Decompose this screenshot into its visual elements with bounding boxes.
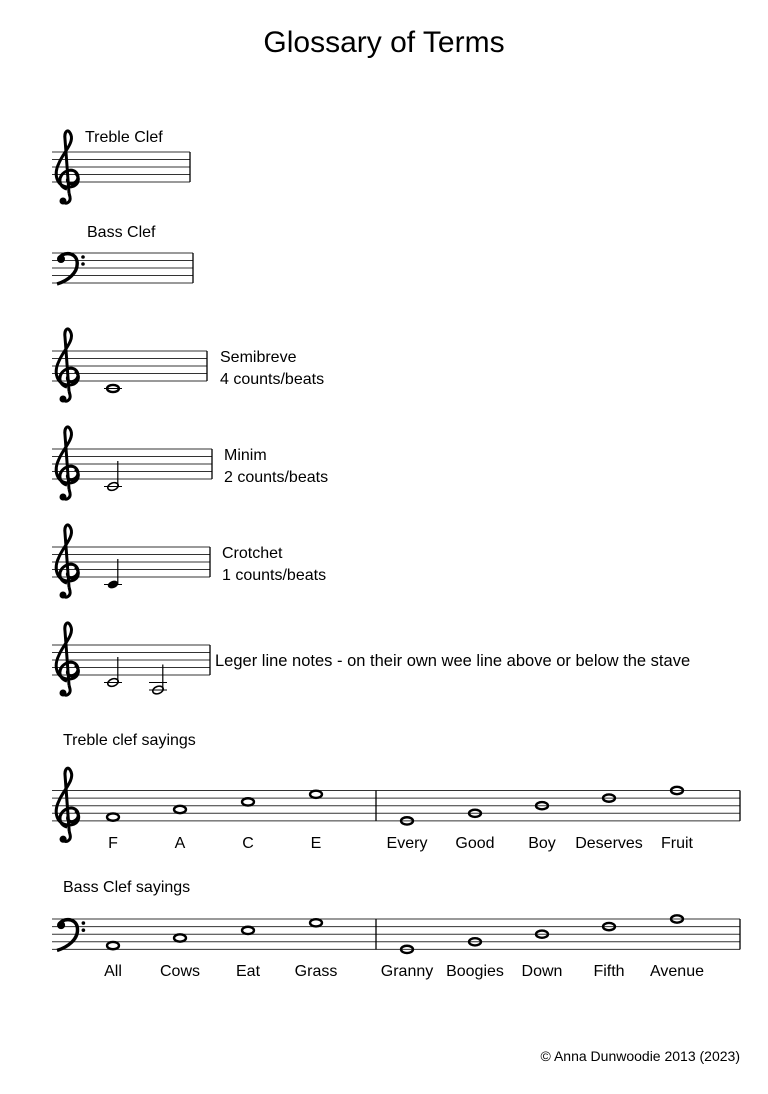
minim-label: Minim: [224, 447, 267, 464]
treble-clef-icon: [56, 768, 78, 841]
note-word: E: [310, 835, 322, 852]
note-word: Good: [455, 835, 495, 852]
note-word: Grass: [294, 963, 338, 980]
treble-clef-dot: [60, 592, 67, 599]
semibreve-note: [310, 791, 322, 798]
semibreve-note: [174, 806, 186, 813]
semibreve-note: [242, 798, 254, 805]
treble-clef-dot: [60, 690, 67, 697]
treble-clef-dot: [60, 396, 67, 403]
treble-clef-label: Treble Clef: [85, 129, 163, 146]
semibreve-note: [107, 942, 119, 949]
treble-clef-dot: [60, 198, 67, 205]
note-word: All: [104, 963, 122, 980]
semibreve-beats: 4 counts/beats: [220, 371, 325, 388]
minim-beats: 2 counts/beats: [224, 469, 329, 486]
treble-clef-dot: [60, 836, 67, 843]
note-word: Boogies: [446, 963, 504, 980]
note-word: Granny: [380, 963, 434, 980]
treble-clef-icon: [56, 525, 78, 597]
semibreve-note: [310, 919, 322, 926]
bass-clef-icon: [57, 920, 85, 951]
bass-clef-label: Bass Clef: [87, 224, 156, 241]
treble-clef-icon: [56, 329, 78, 401]
copyright: © Anna Dunwoodie 2013 (2023): [540, 1048, 740, 1064]
treble-clef-icon: [56, 427, 78, 499]
leger-line-label: Leger line notes - on their own wee line above or below the stave: [215, 652, 691, 670]
note-word: Boy: [528, 835, 556, 852]
note-word: Avenue: [650, 963, 704, 980]
note-word: Fruit: [661, 835, 693, 852]
semibreve-label: Semibreve: [220, 349, 297, 366]
note-word: Cows: [159, 963, 201, 980]
semibreve-note: [174, 934, 186, 941]
note-word: Eat: [235, 963, 261, 980]
treble-clef-dot: [60, 494, 67, 501]
treble-clef-icon: [56, 623, 78, 695]
crotchet-beats: 1 counts/beats: [222, 567, 327, 584]
note-word: F: [108, 835, 118, 852]
page-title: Glossary of Terms: [263, 26, 505, 59]
crotchet-label: Crotchet: [222, 545, 283, 562]
treble-sayings-heading: Treble clef sayings: [63, 732, 196, 749]
note-word: Deserves: [575, 835, 643, 852]
bass-sayings-heading: Bass Clef sayings: [63, 879, 191, 896]
note-word: Down: [521, 963, 563, 980]
note-word: A: [174, 835, 186, 852]
note-word: Fifth: [593, 963, 625, 980]
bass-clef-icon: [57, 254, 85, 284]
semibreve-note: [107, 813, 119, 820]
note-word: Every: [386, 835, 428, 852]
note-word: C: [242, 835, 254, 852]
semibreve-note: [242, 927, 254, 934]
